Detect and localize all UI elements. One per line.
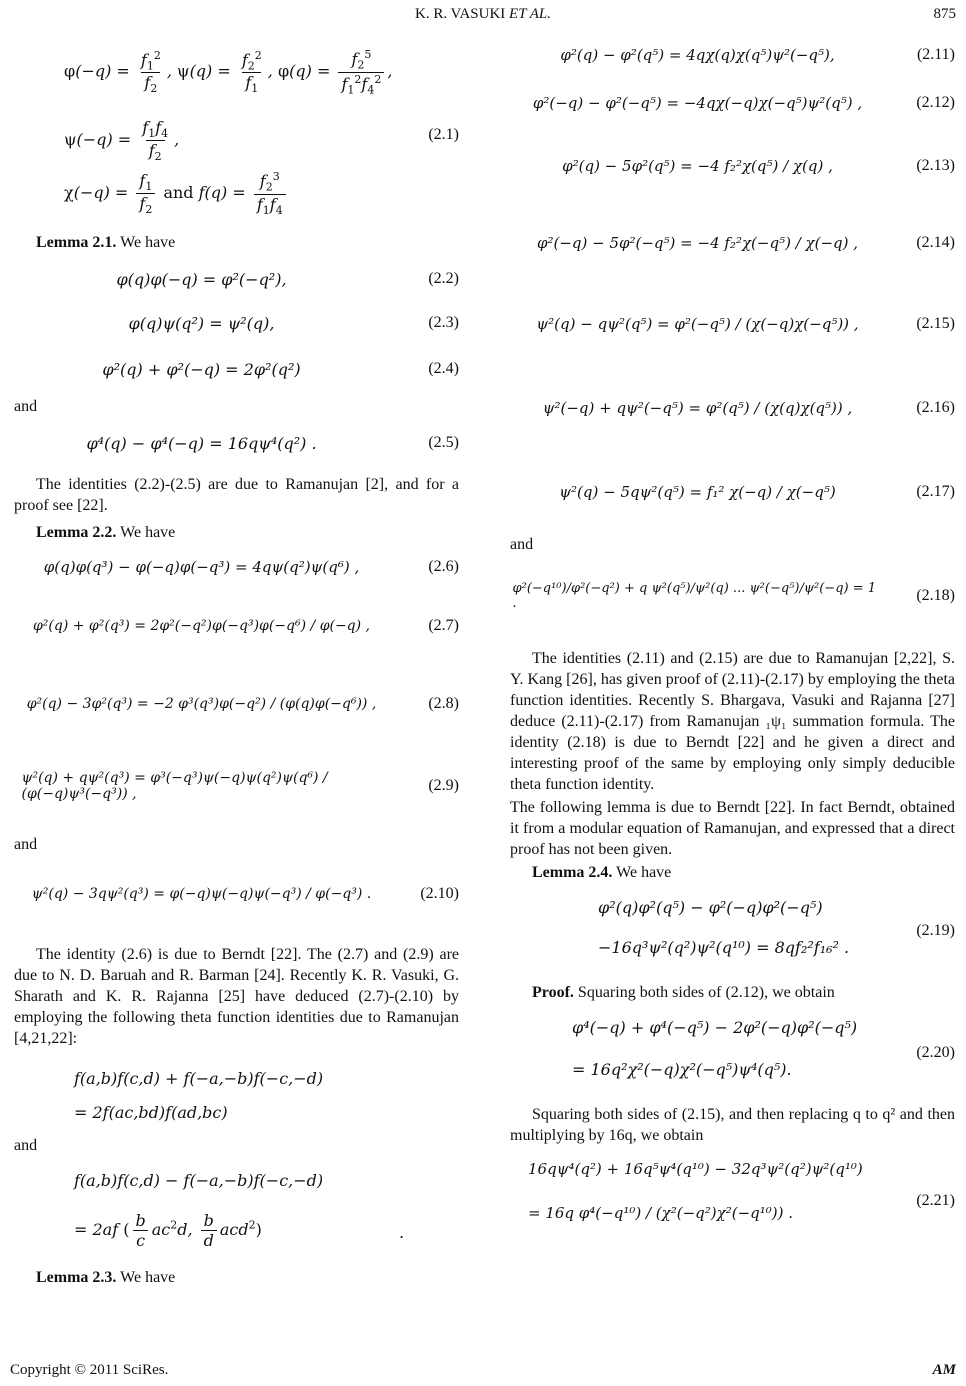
lemma-label: Lemma 2.1. bbox=[36, 234, 117, 251]
equation-tag: (2.9) bbox=[428, 777, 459, 794]
equation-tag: (2.5) bbox=[428, 434, 459, 451]
equation-body: φ²(q) + φ²(q³) = 2φ²(−q²)φ(−q³)φ(−q⁶) / φ(−q) , bbox=[32, 618, 371, 634]
lemma-text: We have bbox=[116, 1269, 176, 1286]
connective-and: and bbox=[510, 536, 534, 553]
equation-tag: (2.20) bbox=[916, 1044, 955, 1061]
connective-and: and bbox=[14, 836, 38, 853]
lemma-label: Lemma 2.4. bbox=[532, 864, 613, 881]
equation-line: −16q³ψ²(q²)ψ²(q¹⁰) = 8qf₂²f₁₆² . bbox=[598, 938, 850, 957]
lemma-2-1 bbox=[14, 232, 459, 254]
equation-2-12 bbox=[510, 78, 955, 128]
lemma-text: We have bbox=[612, 864, 672, 881]
equation-body: φ(q)φ(q³) − φ(−q)φ(−q³) = 4qψ(q²)ψ(q⁶) , bbox=[43, 558, 360, 576]
equation-line: = 16q²χ²(−q)χ²(−q⁵)ψ⁴(q⁵). bbox=[572, 1060, 792, 1079]
theta-identity-period: . bbox=[399, 1223, 405, 1242]
left-column bbox=[14, 30, 459, 1289]
equation-2-9 bbox=[14, 746, 459, 826]
equation-2-21 bbox=[510, 1146, 955, 1242]
equation-tag: (2.8) bbox=[428, 695, 459, 712]
equation-body: φ(q)φ(−q) = φ²(−q²), bbox=[116, 269, 287, 289]
proof bbox=[510, 982, 955, 1004]
equation-2-1-line3: χ(−q) = $\frac{f_1}{f_2}$ and f(q) = $\frac{f_2^3}{f_1f_4}$ bbox=[64, 170, 289, 217]
equation-2-3 bbox=[14, 300, 459, 346]
paragraph: The following lemma is due to Berndt [22]. In fact Berndt, obtained it from a modular equation of Ramanujan, and expressed that a direct proof has not been given. bbox=[510, 799, 955, 858]
equation-tag: (2.16) bbox=[916, 399, 955, 416]
equation-2-11 bbox=[510, 32, 955, 78]
equation-line: φ⁴(−q) + φ⁴(−q⁵) − 2φ²(−q)φ²(−q⁵) bbox=[572, 1018, 858, 1037]
equation-tag: (2.10) bbox=[420, 885, 459, 902]
equation-2-17 bbox=[510, 450, 955, 534]
journal-abbreviation: AM bbox=[932, 1362, 956, 1378]
equation-body: ψ²(q) − qψ²(q⁵) = φ²(−q⁵) / (χ(−q)χ(−q⁵)) , bbox=[536, 315, 859, 333]
equation-body: ψ²(q) + qψ²(q³) = φ³(−q³)ψ(−q)ψ(q²)ψ(q⁶) / (φ(−q)ψ³(−q³)) , bbox=[21, 770, 328, 802]
equation-2-4 bbox=[14, 346, 459, 392]
connective-and: and bbox=[14, 398, 38, 415]
equation-tag: (2.11) bbox=[916, 46, 955, 63]
equation-2-8 bbox=[14, 662, 459, 746]
equation-tag: (2.12) bbox=[916, 94, 955, 111]
equation-tag: (2.21) bbox=[916, 1192, 955, 1209]
equation-tag: (2.4) bbox=[428, 360, 459, 377]
equation-2-6 bbox=[14, 544, 459, 590]
equation-line: 16qψ⁴(q²) + 16q⁵ψ⁴(q¹⁰) − 32q³ψ²(q²)ψ²(q¹⁰) bbox=[528, 1160, 863, 1178]
proof-text: Squaring both sides of (2.12), we obtain bbox=[573, 984, 835, 1001]
lemma-text: We have bbox=[116, 524, 176, 541]
equation-body: φ⁴(q) − φ⁴(−q) = 16qψ⁴(q²) . bbox=[86, 433, 317, 453]
equation-body: φ(q)ψ(q²) = ψ²(q), bbox=[128, 313, 275, 333]
page-header bbox=[0, 6, 966, 28]
equation-body: φ²(q) − φ²(q⁵) = 4qχ(q)χ(q⁵)ψ²(−q⁵), bbox=[560, 46, 835, 64]
proof-label: Proof. bbox=[532, 984, 574, 1001]
equation-tag: (2.1) bbox=[428, 126, 459, 143]
equation-tag: (2.17) bbox=[916, 483, 955, 500]
theta-identity-line: f(a,b)f(c,d) − f(−a,−b)f(−c,−d) bbox=[74, 1171, 324, 1190]
equation-body: φ²(q) − 5φ²(q⁵) = −4 f₂²χ(q⁵) / χ(q) , bbox=[562, 157, 833, 175]
equation-tag: (2.19) bbox=[916, 922, 955, 939]
equation-2-13 bbox=[510, 128, 955, 204]
equation-2-1-line2: ψ(−q) = $\frac{f_1f_4}{f_2}$ , bbox=[64, 118, 180, 164]
theta-identity-line: = 2f(ac,bd)f(ad,bc) bbox=[74, 1103, 228, 1122]
right-column bbox=[510, 30, 955, 1242]
equation-2-15 bbox=[510, 282, 955, 366]
equation-2-14 bbox=[510, 204, 955, 282]
theta-identity-2 bbox=[14, 1161, 459, 1261]
equation-tag: (2.2) bbox=[428, 270, 459, 287]
equation-2-7 bbox=[14, 590, 459, 662]
running-head: K. R. VASUKI ET AL. bbox=[414, 6, 552, 22]
lemma-2-2 bbox=[14, 522, 459, 544]
equation-line: φ²(q)φ²(q⁵) − φ²(−q)φ²(−q⁵) bbox=[598, 898, 823, 917]
equation-body: φ²(q) + φ²(−q) = 2φ²(q²) bbox=[102, 359, 301, 379]
equation-2-1 bbox=[14, 30, 459, 217]
theta-identity-line: f(a,b)f(c,d) + f(−a,−b)f(−c,−d) bbox=[74, 1069, 324, 1088]
theta-identity-line: = 2af ( $\frac{b}{c}$ $ac^2d$, $\frac{b}{d}$ acd$^2$) bbox=[74, 1211, 262, 1250]
equation-body: ψ²(q) − 5qψ²(q⁵) = f₁² χ(−q) / χ(−q⁵) bbox=[559, 483, 836, 501]
equation-tag: (2.3) bbox=[428, 314, 459, 331]
connective-and: and bbox=[14, 1137, 38, 1154]
paragraph: Squaring both sides of (2.15), and then replacing q to q² and then multiplying by 16q, we obtain bbox=[510, 1106, 955, 1144]
lemma-2-3 bbox=[14, 1267, 459, 1289]
equation-tag: (2.13) bbox=[916, 157, 955, 174]
copyright-notice: Copyright © 2011 SciRes. bbox=[10, 1362, 169, 1378]
equation-body: φ²(−q) − 5φ²(−q⁵) = −4 f₂²χ(−q⁵) / χ(−q) , bbox=[536, 234, 859, 252]
theta-identity-1 bbox=[14, 1059, 459, 1133]
equation-body: ψ²(−q) + qψ²(−q⁵) = φ²(q⁵) / (χ(q)χ(q⁵)) , bbox=[542, 399, 853, 417]
equation-tag: (2.14) bbox=[916, 234, 955, 251]
equation-body: φ²(q) − 3φ²(q³) = −2 φ³(q³)φ(−q²) / (φ(q)φ(−q⁶)) , bbox=[26, 696, 377, 712]
equation-2-10 bbox=[14, 854, 459, 934]
lemma-text: We have bbox=[116, 234, 176, 251]
equation-2-19 bbox=[510, 884, 955, 976]
equation-2-1-line1: φ(−q) = $\frac{f_1^2}{f_2}$ , ψ(q) = $\frac{f_2^2}{f_1}$ , φ(q) = $\frac{f_2^5}{f_1^2f_4^2}$ , bbox=[64, 48, 393, 97]
equation-tag: (2.7) bbox=[428, 617, 459, 634]
paragraph: The identity (2.6) is due to Berndt [22]. The (2.7) and (2.9) are due to N. D. Baruah and R. Barman [24]. Recently K. R. Vasuki, G. Sharath and K. R. Rajanna [25] have deduced (2.7)-(2.10) by employing the following theta function identities due to Ramanujan [4,21,22]: bbox=[14, 946, 459, 1047]
equation-body: ψ²(q) − 3qψ²(q³) = φ(−q)ψ(−q)ψ(−q³) / φ(−q³) . bbox=[31, 886, 372, 902]
equation-2-5 bbox=[14, 420, 459, 466]
equation-tag: (2.18) bbox=[916, 587, 955, 604]
equation-2-20 bbox=[510, 1004, 955, 1098]
lemma-2-4 bbox=[510, 862, 955, 884]
equation-2-18 bbox=[510, 554, 955, 638]
paragraph: The identities (2.11) and (2.15) are due to Ramanujan [2,22], S. Y. Kang [26], has given proof of (2.11)-(2.17) by employing the theta function identities. Recently S. Bhargava, Vasuki and Rajanna [27] deduce (2.11)-(2.17) from Ramanujan ₁ψ₁ summation formula. The identity (2.18) is due to Berndt [22] and he given a direct and interesting proof of the same by employing only simply deducible theta function identity. bbox=[510, 650, 955, 793]
equation-body: φ²(−q) − φ²(−q⁵) = −4qχ(−q)χ(−q⁵)ψ²(q⁵) , bbox=[532, 94, 863, 112]
equation-body: φ²(−q¹⁰)/φ²(−q²) + q ψ²(q⁵)/ψ²(q) ... ψ²(−q⁵)/ψ²(−q) = 1 . bbox=[512, 581, 877, 611]
paragraph: The identities (2.2)-(2.5) are due to Ramanujan [2], and for a proof see [22]. bbox=[14, 476, 459, 514]
equation-tag: (2.15) bbox=[916, 315, 955, 332]
equation-2-2 bbox=[14, 258, 459, 300]
page-number: 875 bbox=[933, 6, 956, 22]
lemma-label: Lemma 2.3. bbox=[36, 1269, 117, 1286]
lemma-label: Lemma 2.2. bbox=[36, 524, 117, 541]
equation-line: = 16q φ⁴(−q¹⁰) / (χ²(−q²)χ²(−q¹⁰)) . bbox=[528, 1204, 794, 1222]
equation-tag: (2.6) bbox=[428, 558, 459, 575]
equation-2-16 bbox=[510, 366, 955, 450]
